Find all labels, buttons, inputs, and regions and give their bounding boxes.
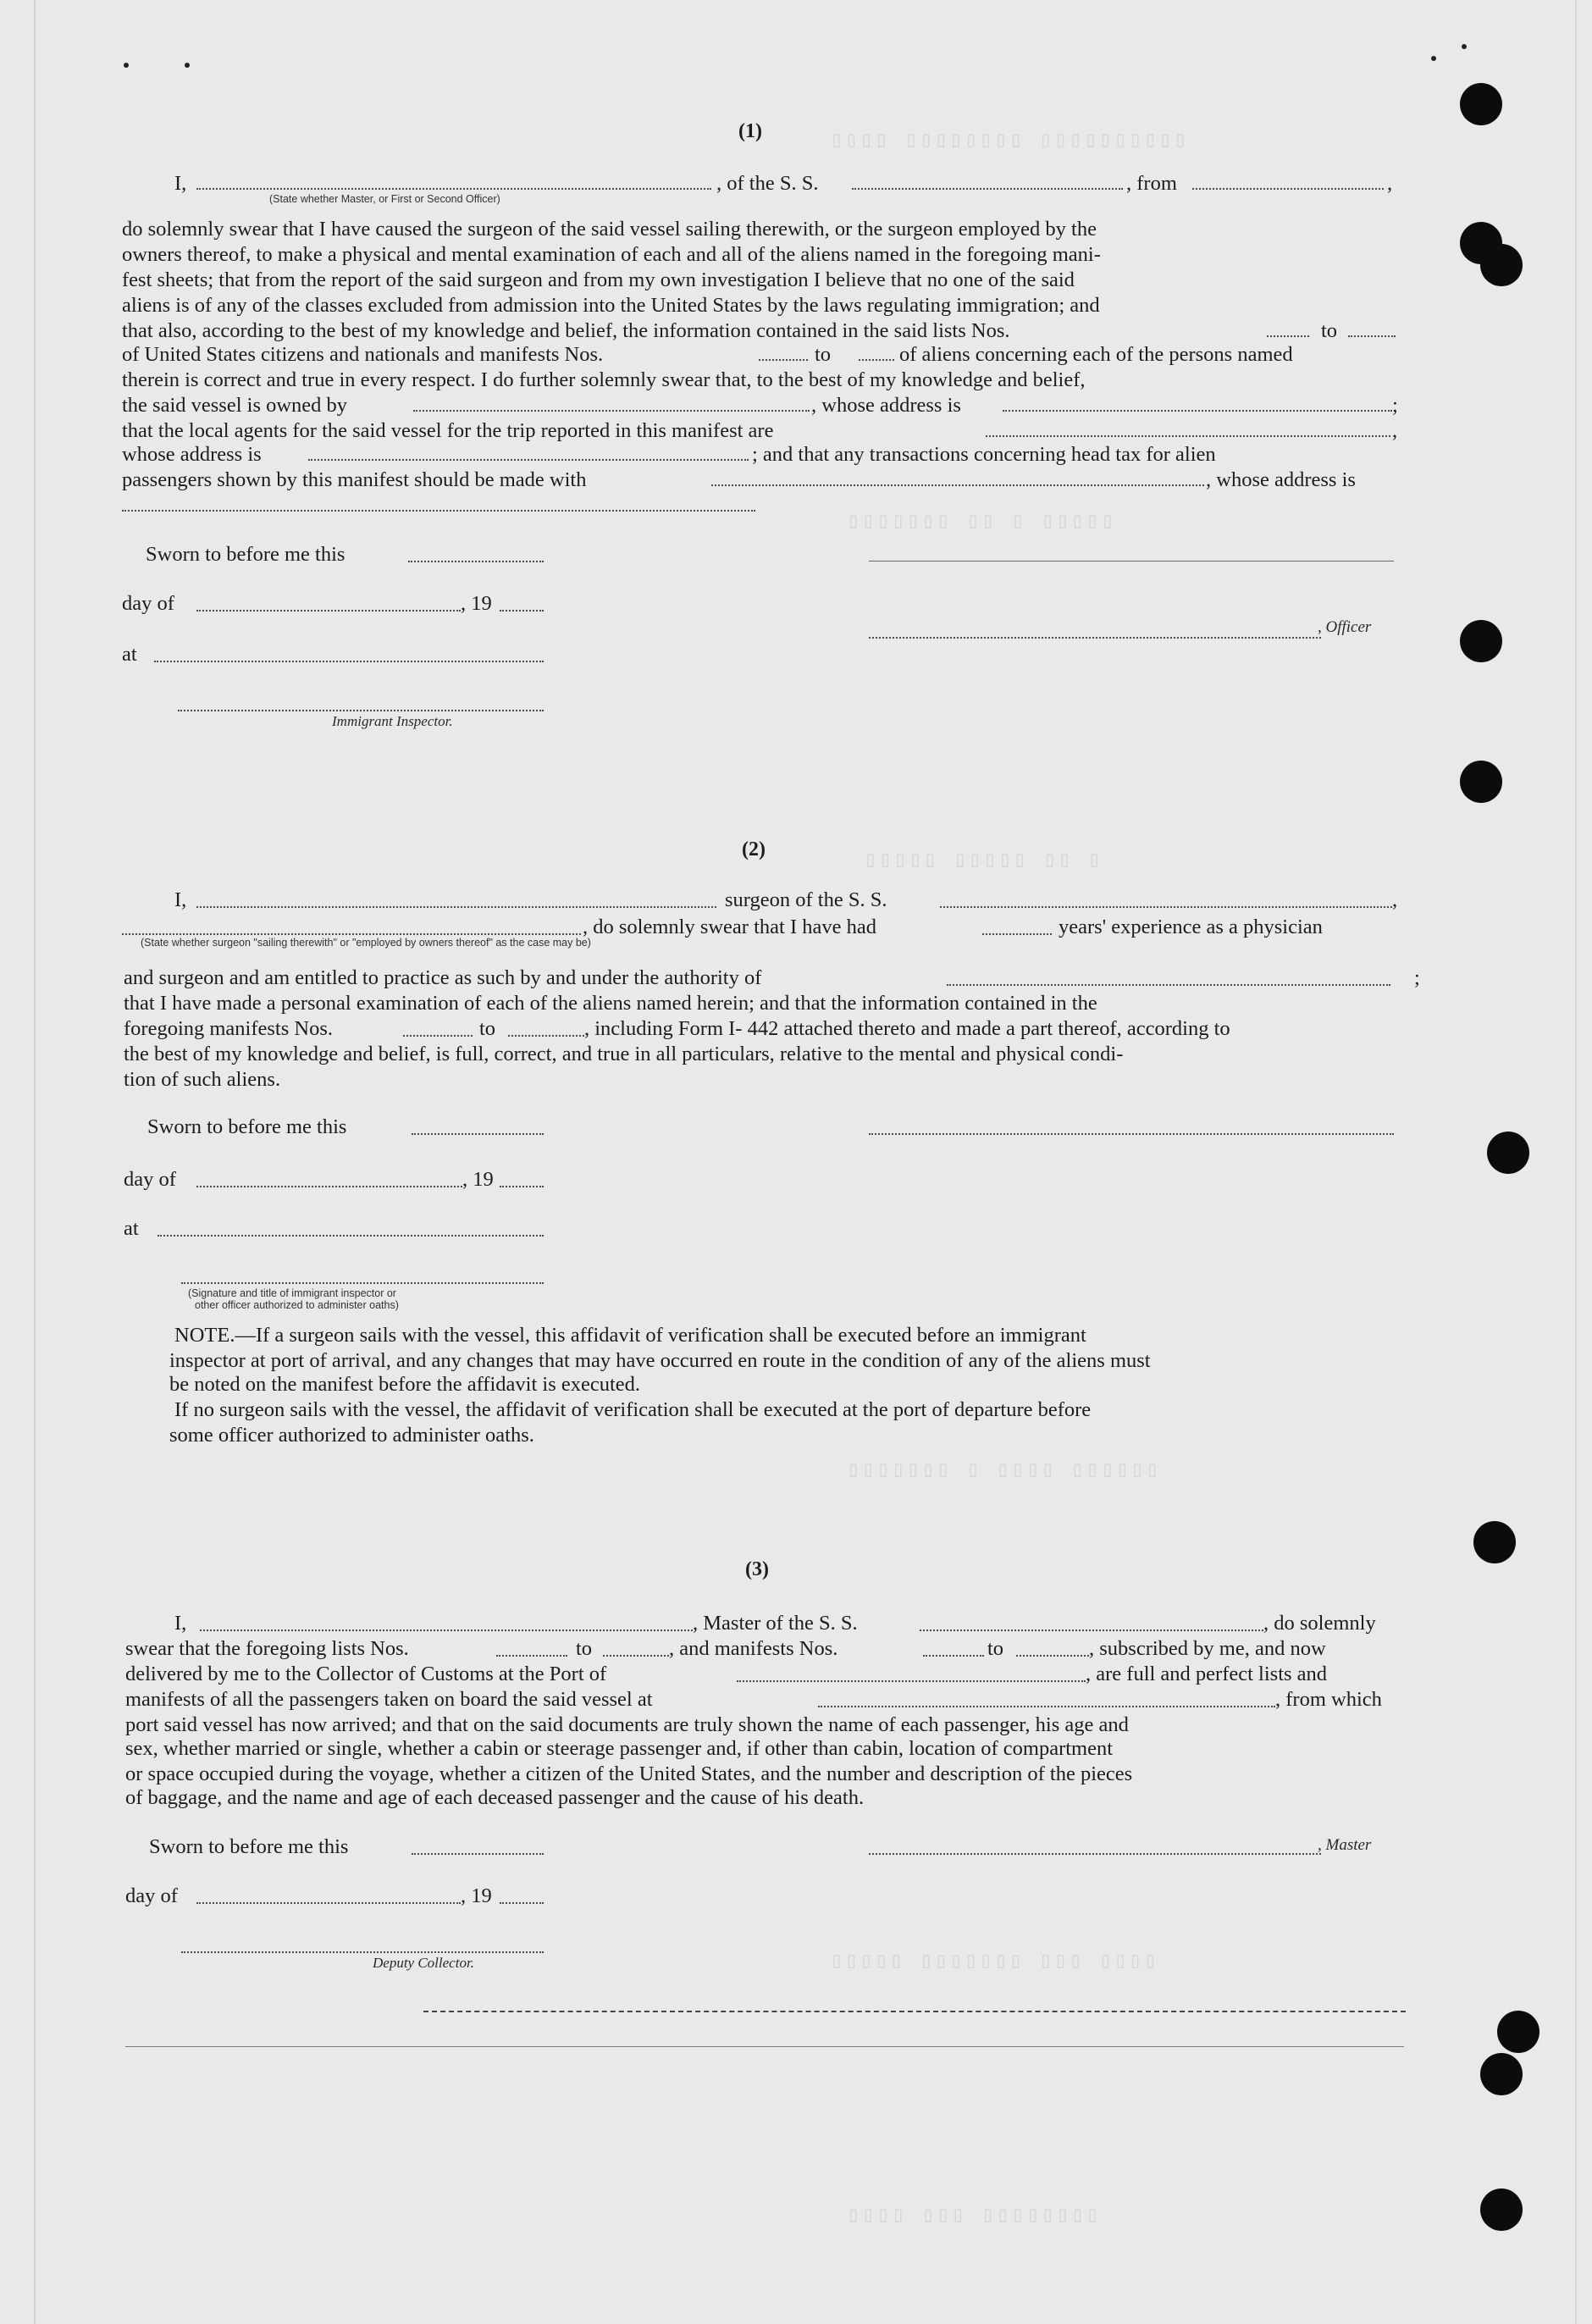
s1-body-7: therein is correct and true in every respect. I do further solemnly swear that, to the best of my knowledge and belief, (122, 368, 1086, 391)
punch-hole (1473, 1521, 1516, 1563)
s2-note-4: If no surgeon sails with the vessel, the affidavit of verification shall be executed at the port of departure before (174, 1398, 1092, 1421)
punch-hole (1487, 1132, 1529, 1174)
embarkation-place-field[interactable] (818, 1706, 1275, 1707)
s1-body-1: do solemnly swear that I have caused the surgeon of the said vessel sailing therewith, or the surgeon employed by the (122, 218, 1097, 241)
s1-body-5b: to (1321, 319, 1338, 342)
s2-sworn-date-field[interactable] (412, 1133, 544, 1135)
alien-manifest-from-field[interactable] (759, 359, 808, 361)
bleed-through-text: ▯▯▯▯ ▯▯▯ ▯▯▯▯▯▯▯▯ (847, 2203, 1102, 2228)
s2-signature-caption-1: (Signature and title of immigrant inspector or (188, 1287, 396, 1299)
s3-line4b: , from which (1275, 1688, 1382, 1711)
s3-lists-to-field[interactable] (603, 1655, 669, 1657)
vessel-owner-field[interactable] (413, 410, 810, 412)
s3-manifests-to-field[interactable] (1016, 1655, 1089, 1657)
s1-from: , from (1126, 172, 1177, 195)
page-edge-right (1575, 0, 1577, 2324)
surgeon-status-field[interactable] (122, 933, 581, 935)
s2-line4: that I have made a personal examination of each of the aliens named herein; and that the information contained in the (124, 992, 1097, 1015)
bleed-through-text: ▯▯▯▯▯▯▯ ▯ ▯▯▯▯ ▯▯▯▯▯▯ (847, 1458, 1161, 1483)
departure-port-field[interactable] (1192, 188, 1384, 190)
s1-officer-signature-line[interactable] (869, 561, 1394, 562)
owner-address-field[interactable] (1003, 410, 1392, 412)
s3-line8: of baggage, and the name and age of each deceased passenger and the cause of his death. (125, 1786, 865, 1809)
s1-body-2: owners thereof, to make a physical and mental examination of each and all of the aliens named in the foregoing mani- (122, 243, 1101, 266)
s1-body-6b: to (815, 343, 832, 366)
s1-year: , 19 (461, 592, 492, 615)
speck (1462, 44, 1467, 49)
s2-at: at (124, 1217, 139, 1240)
s3-day-of: day of (125, 1884, 178, 1907)
s2-line2a: , do solemnly swear that I have had (583, 916, 876, 938)
officer-caption: (State whether Master, or First or Second Officer) (269, 193, 500, 205)
bleed-through-text: ▯▯▯▯▯▯▯ ▯▯ ▯ ▯▯▯▯▯ (847, 509, 1116, 534)
s3-sworn: Sworn to before me this (149, 1835, 349, 1858)
s1-at: at (122, 643, 137, 666)
s2-at-place-field[interactable] (158, 1235, 544, 1237)
s1-body-10b: ; and that any transactions concerning head tax for alien (752, 443, 1216, 466)
punch-hole (1497, 2011, 1539, 2053)
s3-line4a: manifests of all the passengers taken on board the said vessel at (125, 1688, 653, 1711)
s1-officer-label: , Officer (1318, 618, 1372, 636)
s2-manifest-to-field[interactable] (508, 1035, 584, 1037)
officer-rank-field[interactable] (196, 188, 711, 190)
s3-master-of: , Master of the S. S. (693, 1612, 858, 1635)
s3-line2b: to (576, 1637, 593, 1660)
head-tax-contact-field[interactable] (711, 484, 1204, 486)
s2-inspector-signature-line[interactable] (181, 1282, 544, 1284)
s2-note-5: some officer authorized to administer oaths. (169, 1424, 534, 1447)
s1-year-field[interactable] (500, 610, 544, 611)
speck (185, 63, 190, 68)
speck (1431, 56, 1436, 61)
s3-line3a: delivered by me to the Collector of Customs at the Port of (125, 1663, 607, 1685)
citizen-list-to-field[interactable] (1348, 335, 1396, 337)
s3-year-field[interactable] (500, 1902, 544, 1904)
punch-hole (1460, 761, 1502, 803)
s3-collector-signature-line[interactable] (181, 1951, 544, 1953)
s3-line5: port said vessel has now arrived; and that on the said documents are truly shown the name of each passenger, his age and (125, 1713, 1129, 1736)
s2-line3-end: ; (1414, 966, 1420, 989)
s2-day-of: day of (124, 1168, 176, 1191)
punch-hole (1480, 2188, 1523, 2231)
s3-line7: or space occupied during the voyage, whether a citizen of the United States, and the number and description of the pieces (125, 1762, 1133, 1785)
s3-line2c: , and manifests Nos. (669, 1637, 838, 1660)
s3-sworn-date-field[interactable] (412, 1853, 544, 1855)
s3-i: I, (174, 1612, 187, 1635)
local-agents-field[interactable] (986, 435, 1390, 437)
s1-day-of: day of (122, 592, 174, 615)
s2-day-of-field[interactable] (196, 1186, 462, 1187)
vessel-name-field[interactable] (852, 188, 1123, 190)
alien-manifest-to-field[interactable] (859, 359, 894, 361)
s1-body-6c: of aliens concerning each of the persons named (899, 343, 1293, 366)
page-edge-left (34, 0, 36, 2324)
head-tax-contact-address-field[interactable] (122, 510, 755, 512)
s3-line2d: to (987, 1637, 1004, 1660)
s3-lists-from-field[interactable] (496, 1655, 567, 1657)
s1-sworn-date-field[interactable] (408, 561, 544, 562)
s1-inspector-signature-line[interactable] (178, 710, 544, 711)
bottom-rule (125, 2046, 1404, 2047)
s2-manifest-from-field[interactable] (403, 1035, 473, 1037)
s1-body-3: fest sheets; that from the report of the said surgeon and from my own investigation I believe that no one of the said (122, 268, 1075, 291)
s3-manifests-from-field[interactable] (923, 1655, 984, 1657)
punch-hole (1460, 620, 1502, 662)
s2-note-1: NOTE.—If a surgeon sails with the vessel, this affidavit of verification shall be executed before an immigrant (174, 1324, 1086, 1347)
s3-collector-label: Deputy Collector. (373, 1955, 474, 1971)
section-1-heading: (1) (738, 120, 762, 142)
s1-body-8c: ; (1392, 394, 1398, 417)
section-3-heading: (3) (745, 1558, 769, 1580)
agents-address-field[interactable] (308, 459, 749, 461)
s2-note-3: be noted on the manifest before the affidavit is executed. (169, 1373, 641, 1396)
punch-hole (1460, 83, 1502, 125)
s2-line5a: foregoing manifests Nos. (124, 1017, 333, 1040)
s1-body-6a: of United States citizens and nationals and manifests Nos. (122, 343, 604, 366)
s2-note-2: inspector at port of arrival, and any changes that may have occurred en route in the condition of any of the aliens must (169, 1349, 1151, 1372)
s1-at-place-field[interactable] (154, 661, 544, 662)
s2-line5c: , including Form I- 442 attached thereto and made a part thereof, according to (584, 1017, 1230, 1040)
s1-day-of-field[interactable] (196, 610, 461, 611)
s1-sworn: Sworn to before me this (146, 543, 345, 566)
practice-authority-field[interactable] (947, 984, 1390, 986)
s1-body-10a: whose address is (122, 443, 262, 466)
s2-line3a: and surgeon and am entitled to practice as such by and under the authority of (124, 966, 762, 989)
punch-hole (1480, 2053, 1523, 2095)
s2-surgeon-signature-line[interactable] (869, 1133, 1394, 1135)
s2-signature-caption-2: other officer authorized to administer oaths) (195, 1299, 399, 1311)
arrival-port-field[interactable] (737, 1680, 1086, 1682)
s3-day-of-field[interactable] (196, 1902, 461, 1904)
bleed-through-text: ▯▯▯▯▯ ▯▯▯▯▯▯▯ ▯▯▯ ▯▯▯▯ (830, 1949, 1159, 1974)
s1-of-ss: , of the S. S. (716, 172, 819, 195)
s3-line2a: swear that the foregoing lists Nos. (125, 1637, 409, 1660)
bleed-through-text: ▯▯▯▯ ▯▯▯▯▯▯▯▯ ▯▯▯▯▯▯▯▯▯▯ (830, 128, 1189, 153)
s2-sworn: Sworn to before me this (147, 1115, 347, 1138)
s3-vessel-name-field[interactable] (920, 1630, 1263, 1631)
s2-line6: the best of my knowledge and belief, is full, correct, and true in all particulars, relative to the mental and physical condi- (124, 1043, 1124, 1065)
punch-hole (1480, 244, 1523, 286)
s1-body-11a: passengers shown by this manifest should be made with (122, 468, 587, 491)
s3-line2e: , subscribed by me, and now (1089, 1637, 1326, 1660)
s3-line6: sex, whether married or single, whether a cabin or steerage passenger and, if other than cabin, location of compartment (125, 1737, 1114, 1760)
s3-master-label: , Master (1318, 1836, 1372, 1854)
bleed-through-text: ▯▯▯▯▯ ▯▯▯▯▯ ▯▯ ▯ (864, 848, 1103, 873)
s1-body-8a: the said vessel is owned by (122, 394, 348, 417)
section-2-heading: (2) (742, 838, 766, 860)
s2-line7: tion of such aliens. (124, 1068, 281, 1091)
s3-master-signature-line[interactable] (869, 1853, 1321, 1855)
s1-i: I, (174, 172, 187, 195)
s2-line5b: to (479, 1017, 496, 1040)
bottom-dashed-rule (423, 2011, 1406, 2012)
s1-body-5a: that also, according to the best of my knowledge and belief, the information contained in the said lists Nos. (122, 319, 1010, 342)
s2-year-field[interactable] (500, 1186, 544, 1187)
s1-body-11b: , whose address is (1206, 468, 1356, 491)
s1-body-4: aliens is of any of the classes excluded from admission into the United States by the laws regulating immigration; and (122, 294, 1100, 317)
surgeon-status-caption: (State whether surgeon "sailing therewith" or "employed by owners thereof" as the case may be) (141, 937, 591, 949)
s1-body-9: that the local agents for the said vessel for the trip reported in this manifest are (122, 419, 774, 442)
s2-surgeon-of: surgeon of the S. S. (725, 888, 887, 911)
s3-year: , 19 (461, 1884, 492, 1907)
master-name-field[interactable] (200, 1630, 693, 1631)
s2-vessel-name-field[interactable] (940, 906, 1392, 908)
s2-comma: , (1392, 888, 1398, 911)
s1-comma: , (1387, 172, 1393, 195)
s3-line3b: , are full and perfect lists and (1086, 1663, 1328, 1685)
speck (124, 63, 129, 68)
s1-inspector-label: Immigrant Inspector. (332, 713, 453, 729)
years-experience-field[interactable] (982, 933, 1052, 935)
s1-officer-name-field[interactable] (869, 637, 1321, 639)
s3-line1-end: , do solemnly (1263, 1612, 1376, 1635)
s2-i: I, (174, 888, 187, 911)
s1-body-9-end: , (1392, 419, 1398, 442)
surgeon-name-field[interactable] (196, 906, 716, 908)
s2-year: , 19 (462, 1168, 494, 1191)
s2-line2b: years' experience as a physician (1059, 916, 1323, 938)
citizen-list-from-field[interactable] (1267, 335, 1309, 337)
s1-body-8b: , whose address is (811, 394, 961, 417)
